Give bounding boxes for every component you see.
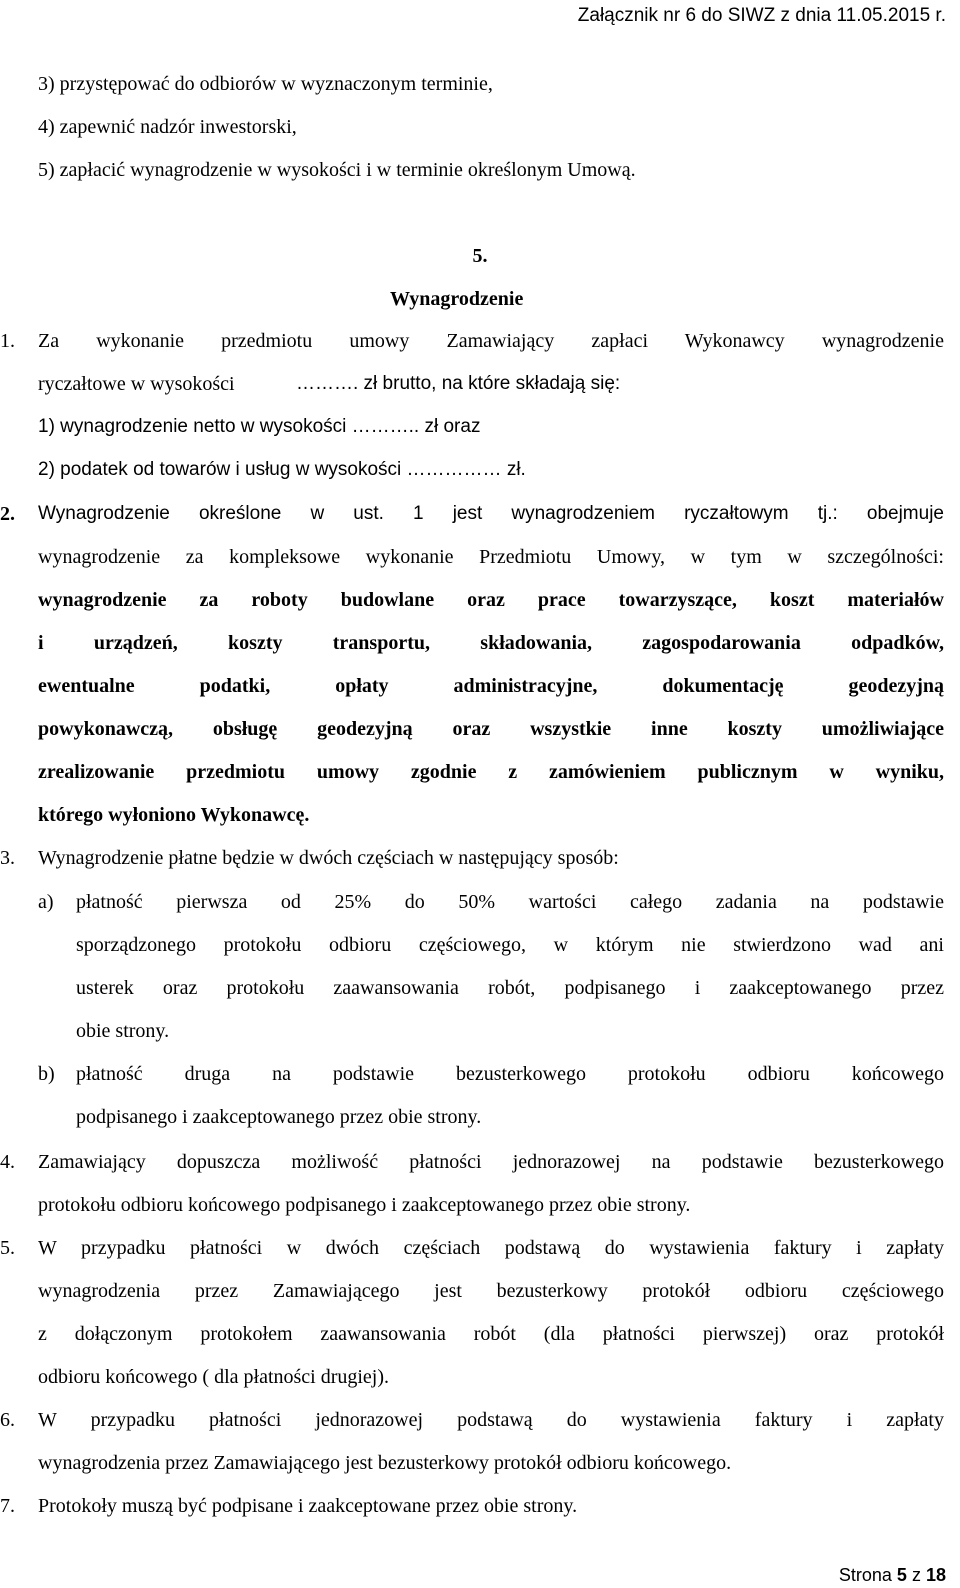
paragraph-text: odbioru końcowego ( dla płatności drugiej). xyxy=(38,1366,390,1388)
section-number: 5. xyxy=(472,245,488,267)
paragraph-bold-text: zrealizowanie przedmiotu umowy zgodnie z zamówieniem publicznym w wyniku, xyxy=(38,761,944,783)
subitem-text: płatność druga na podstawie bezusterkowego protokołu odbioru końcowego xyxy=(76,1063,944,1085)
total-pages: 18 xyxy=(925,1565,946,1585)
paragraph-number: 3. xyxy=(0,847,15,869)
subitem-text: usterek oraz protokołu zaawansowania robót, podpisanego i zaakceptowanego przez xyxy=(76,977,944,999)
paragraph-text: W przypadku płatności jednorazowej podstawą do wystawienia faktury i zapłaty xyxy=(38,1409,944,1431)
vat-amount-line: 2) podatek od towarów i usług w wysokości …………… zł. xyxy=(38,459,526,480)
paragraph-text: wynagrodzenia przez Zamawiającego jest bezusterkowy protokół odbioru częściowego xyxy=(38,1280,944,1302)
paragraph-bold-text: ewentualne podatki, opłaty administracyjne, dokumentację geodezyjną xyxy=(38,675,944,697)
subitem-label: a) xyxy=(38,891,54,913)
list-item: 4) zapewnić nadzór inwestorski, xyxy=(38,116,297,138)
paragraph-text: Za wykonanie przedmiotu umowy Zamawiający zapłaci Wykonawcy wynagrodzenie xyxy=(38,330,944,352)
subitem-text: sporządzonego protokołu odbioru częściowego, w którym nie stwierdzono wad ani xyxy=(76,934,944,956)
page-number xyxy=(839,1564,946,1586)
paragraph-text: Wynagrodzenie płatne będzie w dwóch częściach w następujący sposób: xyxy=(38,847,619,869)
paragraph-number: 1. xyxy=(0,330,15,352)
list-item: 5) zapłacić wynagrodzenie w wysokości i w terminie określonym Umową. xyxy=(38,159,636,181)
paragraph-text: W przypadku płatności w dwóch częściach podstawą do wystawienia faktury i zapłaty xyxy=(38,1237,944,1259)
amount-placeholder-line: ………. zł brutto, na które składają się: xyxy=(296,373,621,394)
subitem-text: płatność pierwsza od 25% do 50% wartości całego zadania na podstawie xyxy=(76,891,944,913)
paragraph-text: Wynagrodzenie określone w ust. 1 jest wynagrodzeniem ryczałtowym tj.: obejmuje xyxy=(38,503,944,524)
paragraph-text: Zamawiający dopuszcza możliwość płatności jednorazowej na podstawie bezusterkowego xyxy=(38,1151,944,1173)
subitem-text: obie strony. xyxy=(76,1020,170,1042)
paragraph-number: 4. xyxy=(0,1151,15,1173)
section-title: Wynagrodzenie xyxy=(390,288,524,310)
paragraph-text: wynagrodzenia przez Zamawiającego jest bezusterkowy protokół odbioru końcowego. xyxy=(38,1452,732,1474)
page-separator: z xyxy=(911,1565,921,1585)
subitem-label: b) xyxy=(38,1063,55,1085)
paragraph-number: 2. xyxy=(0,503,15,525)
paragraph-bold-text: i urządzeń, koszty transportu, składowania, zagospodarowania odpadków, xyxy=(38,632,944,654)
current-page: 5 xyxy=(896,1565,907,1585)
attachment-header: Załącznik nr 6 do SIWZ z dnia 11.05.2015 r. xyxy=(577,5,946,26)
list-item: 3) przystępować do odbiorów w wyznaczonym terminie, xyxy=(38,73,493,95)
paragraph-text: z dołączonym protokołem zaawansowania robót (dla płatności pierwszej) oraz protokół xyxy=(38,1323,944,1345)
paragraph-number: 6. xyxy=(0,1409,15,1431)
paragraph-bold-text: którego wyłoniono Wykonawcę. xyxy=(38,804,310,826)
paragraph-bold-text: wynagrodzenie za roboty budowlane oraz prace towarzyszące, koszt materiałów xyxy=(38,589,944,611)
paragraph-text: protokołu odbioru końcowego podpisanego i zaakceptowanego przez obie strony. xyxy=(38,1194,691,1216)
paragraph-text: ryczałtowe w wysokości xyxy=(38,373,235,395)
paragraph-number: 7. xyxy=(0,1495,15,1517)
paragraph-text: Protokoły muszą być podpisane i zaakceptowane przez obie strony. xyxy=(38,1495,578,1517)
page-label: Strona xyxy=(838,1565,892,1585)
paragraph-bold-text: powykonawczą, obsługę geodezyjną oraz wszystkie inne koszty umożliwiające xyxy=(38,718,944,740)
paragraph-text: wynagrodzenie za kompleksowe wykonanie Przedmiotu Umowy, w tym w szczególności: xyxy=(38,546,944,568)
subitem-text: podpisanego i zaakceptowanego przez obie strony. xyxy=(76,1106,482,1128)
paragraph-number: 5. xyxy=(0,1237,15,1259)
net-amount-line: 1) wynagrodzenie netto w wysokości ……….. zł oraz xyxy=(38,416,481,437)
